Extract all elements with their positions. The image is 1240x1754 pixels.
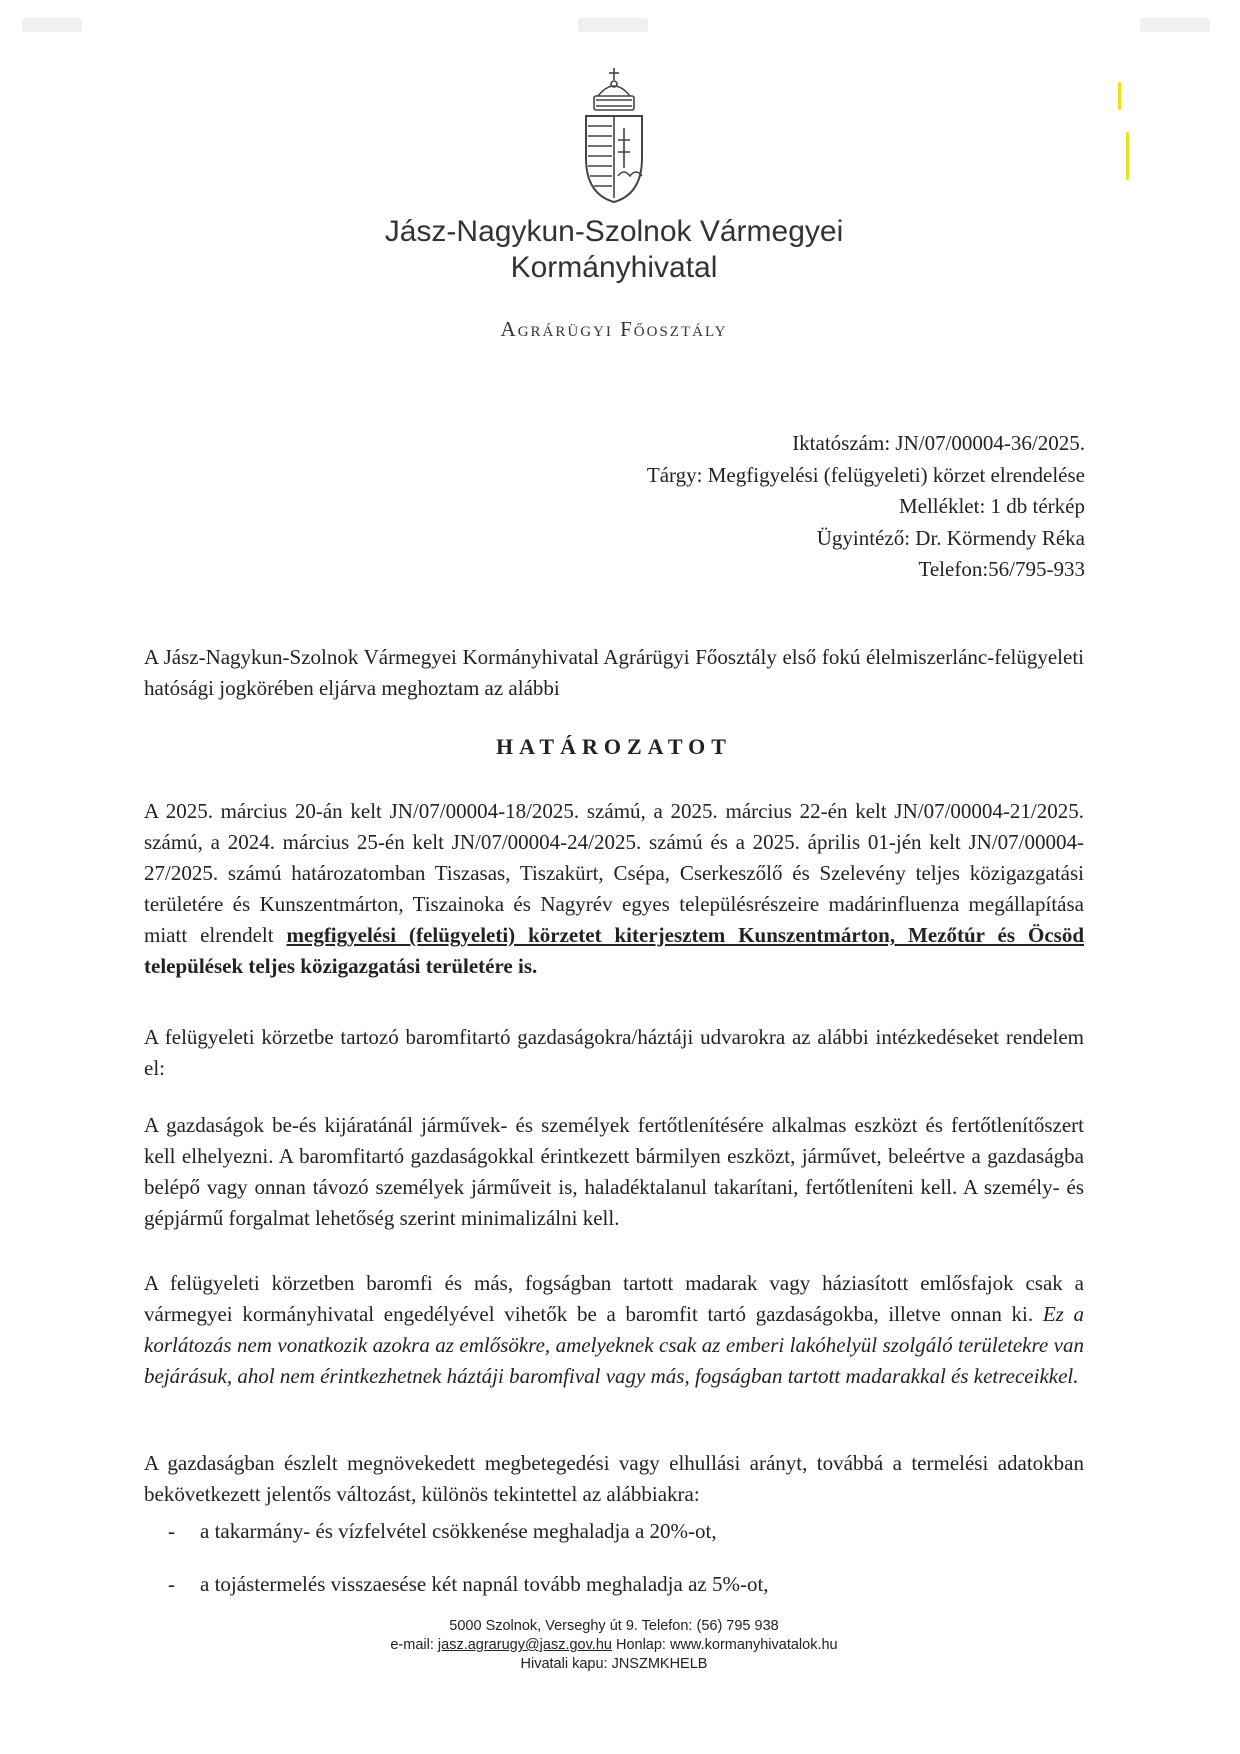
scan-artifact <box>578 18 648 32</box>
office-name-line1: Jász-Nagykun-Szolnok Vármegyei <box>384 215 844 248</box>
website-text: Honlap: www.kormanyhivatalok.hu <box>611 1637 838 1653</box>
footer-contact: e-mail: jasz.agrarugy@jasz.gov.hu Honlap: www.kormanyhivatalok.hu <box>390 1637 838 1653</box>
scan-artifact <box>1140 18 1210 32</box>
footer-gateway: Hivatali kapu: JNSZMKHELB <box>520 1656 708 1672</box>
movement-restriction-paragraph <box>144 1268 1084 1392</box>
department-name: Agrárügyi Főosztály <box>500 317 728 341</box>
subject: Tárgy: Megfigyelési (felügyeleti) körzet elrendelése <box>646 462 1085 487</box>
criteria-list <box>160 1516 1080 1622</box>
decision-text: A 2025. március 20-án kelt JN/07/00004-18/2025. számú, a 2025. március 22-én kelt JN/07/00004-21/2025. számú, a 2024. március 25-én kelt JN/07/00004-24/2025. számú és a 2025. április 01-jén kelt JN/07/00004-27/2025. számú határozatomban Tiszasas, Tiszakürt, Csépa, Cserkeszőlő és Szelevény teljes közigazgatási területére és Kunszentmárton, Tiszainoka és Nagyrév egyes településrészeire madárinfluenza megállapítása miatt elrendelt <box>144 799 1084 947</box>
decision-heading: HATÁROZATOT <box>496 734 732 759</box>
reporting-paragraph: A gazdaságban észlelt megnövekedett megbetegedési vagy elhullási arányt, továbbá a termelési adatokban bekövetkezett jelentős változást, különös tekintettel az alábbiakra: <box>144 1451 1084 1506</box>
restriction-exception-text: Ez a korlátozás nem vonatkozik azokra az emlősökre, amelyeknek csak az emberi lakóhelyül szolgáló területekre van bejárásuk, ahol nem érintkezhetnek háztáji baromfival vagy más, fogságban tartott madarakkal és ketreceikkel. <box>144 1302 1085 1388</box>
case-number: Iktatószám: JN/07/00004-36/2025. <box>792 431 1085 455</box>
measures-intro-paragraph: A felügyeleti körzetbe tartozó baromfitartó gazdaságokra/háztáji udvarokra az alábbi intézkedéseket rendelem el: <box>144 1025 1084 1080</box>
phone: Telefon:56/795-933 <box>918 557 1085 581</box>
list-item: - a tojástermelés visszaesése két napnál tovább meghaladja az 5%-ot, <box>168 1572 769 1596</box>
attachment: Melléklet: 1 db térkép <box>898 494 1085 518</box>
highlighter-mark <box>1126 132 1129 180</box>
coat-of-arms-logo <box>578 66 650 206</box>
highlighter-mark <box>1118 82 1121 110</box>
restriction-text: A felügyeleti körzetben baromfi és más, fogságban tartott madarak vagy háziasított emlősfajok csak a vármegyei kormányhivatal engedélyével vihetők be a baromfit tartó gazdaságokba, illetve onnan ki. <box>144 1271 1084 1326</box>
intro-paragraph: A Jász-Nagykun-Szolnok Vármegyei Kormányhivatal Agrárügyi Főosztály első fokú élelmiszerlánc-felügyeleti hatósági jogkörében eljárva meghoztam az alábbi <box>144 645 1084 700</box>
disinfection-paragraph: A gazdaságok be-és kijáratánál járművek- és személyek fertőtlenítésére alkalmas eszközt és fertőtlenítőszert kell elhelyezni. A baromfitartó gazdaságokkal érintkezett bármilyen eszközt, járművet, beleértve a gazdaságba belépő vagy onnan távozó személyek járműveit is, haladéktalanul takarítani, fertőtleníteni kell. A személy- és gépjármű forgalmat lehetőség szerint minimalizálni kell. <box>144 1113 1084 1230</box>
document-meta <box>647 428 1085 586</box>
list-item: - a takarmány- és vízfelvétel csökkenése meghaladja a 20%-ot, <box>168 1519 717 1543</box>
decision-paragraph <box>144 796 1084 982</box>
page-footer <box>300 1617 928 1674</box>
office-name <box>300 214 928 286</box>
scan-artifact <box>22 18 82 32</box>
footer-address: 5000 Szolnok, Verseghy út 9. Telefon: (56) 795 938 <box>449 1618 779 1634</box>
decision-emphasis-tail: települések teljes közigazgatási területére is. <box>144 954 538 978</box>
case-officer: Ügyintéző: Dr. Körmendy Réka <box>816 525 1085 550</box>
email-link[interactable]: jasz.agrarugy@jasz.gov.hu <box>437 1637 612 1653</box>
decision-emphasis: megfigyelési (felügyeleti) körzetet kiterjesztem Kunszentmárton, Mezőtúr és Öcsöd <box>286 923 1084 947</box>
office-name-line2: Kormányhivatal <box>510 251 718 284</box>
